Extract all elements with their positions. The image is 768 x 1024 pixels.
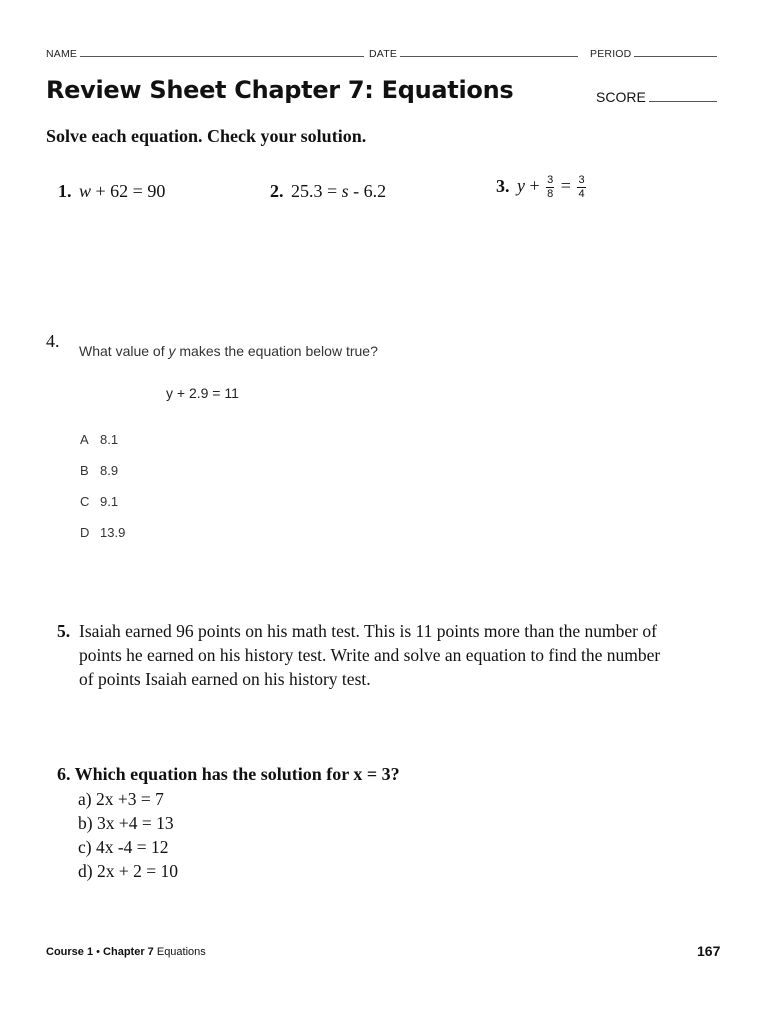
variable: y	[517, 175, 525, 196]
page-title: Review Sheet Chapter 7: Equations	[46, 76, 514, 104]
fraction-2	[577, 174, 585, 201]
choice-letter: D	[80, 525, 90, 540]
date-field	[369, 47, 578, 60]
question-5	[57, 619, 677, 691]
choice-value: 8.9	[100, 463, 119, 478]
problem-2	[270, 181, 386, 202]
expression: - 6.2	[348, 181, 387, 201]
question-4-equation: y + 2.9 = 11	[166, 385, 239, 401]
period-label: PERIOD	[590, 48, 632, 60]
name-blank[interactable]	[80, 47, 364, 57]
choice-d[interactable]	[80, 525, 125, 540]
question-variable: y	[168, 343, 176, 359]
expression-lead: 25.3 =	[286, 181, 342, 201]
question-text-pre: What value of	[79, 343, 169, 359]
problem-number: 2.	[270, 181, 284, 201]
choice-b[interactable]	[80, 463, 118, 478]
footer-separator: •	[93, 946, 104, 958]
problem-number: 1.	[58, 181, 72, 201]
problem-number: 3.	[496, 175, 510, 196]
question-4-text	[79, 343, 378, 359]
score-blank[interactable]	[649, 89, 717, 102]
fraction-1	[546, 174, 554, 201]
question-4-number: 4.	[46, 331, 60, 351]
choice-letter: B	[80, 463, 89, 478]
score-field	[596, 89, 717, 105]
option-c[interactable]: c) 4x -4 = 12	[78, 837, 169, 857]
variable: w	[79, 181, 92, 201]
question-5-number: 5.	[57, 621, 71, 641]
variable: s	[341, 181, 349, 201]
fraction-denominator: 4	[578, 188, 585, 200]
page-number: 167	[697, 943, 721, 959]
equals-sign: =	[560, 175, 571, 196]
choice-value: 8.1	[100, 432, 119, 447]
option-d[interactable]: d) 2x + 2 = 10	[78, 861, 178, 881]
question-5-text: Isaiah earned 96 points on his math test. This is 11 points more than the number of points he earned on his history test. Write and solve an equation to find the number of points Isaiah earned on his history test.	[79, 621, 661, 689]
chapter-name: Chapter 7	[103, 946, 154, 958]
choice-a[interactable]	[80, 432, 118, 447]
fraction-numerator: 3	[578, 174, 585, 186]
choice-value: 9.1	[100, 494, 119, 509]
plus-sign: +	[525, 175, 540, 196]
fraction-numerator: 3	[547, 174, 554, 186]
course-name: Course 1	[46, 946, 94, 958]
period-field	[590, 47, 717, 60]
expression: + 62 = 90	[91, 181, 166, 201]
fraction-denominator: 8	[547, 188, 554, 200]
period-blank[interactable]	[634, 47, 717, 57]
choice-c[interactable]	[80, 494, 118, 509]
footer-topic: Equations	[153, 946, 206, 958]
date-label: DATE	[369, 48, 398, 60]
choice-value: 13.9	[100, 525, 126, 540]
date-blank[interactable]	[400, 47, 578, 57]
problem-1	[58, 181, 165, 202]
name-field	[46, 47, 364, 60]
question-text-post: makes the equation below true?	[175, 343, 378, 359]
option-a[interactable]: a) 2x +3 = 7	[78, 789, 164, 809]
score-label: SCORE	[596, 89, 646, 105]
footer-course	[46, 946, 206, 958]
problem-3	[496, 174, 588, 201]
choice-letter: A	[80, 432, 89, 447]
choice-letter: C	[80, 494, 90, 509]
option-b[interactable]: b) 3x +4 = 13	[78, 813, 174, 833]
name-label: NAME	[46, 48, 78, 60]
question-6-text: 6. Which equation has the solution for x = 3?	[57, 764, 400, 784]
instructions: Solve each equation. Check your solution.	[46, 126, 367, 146]
